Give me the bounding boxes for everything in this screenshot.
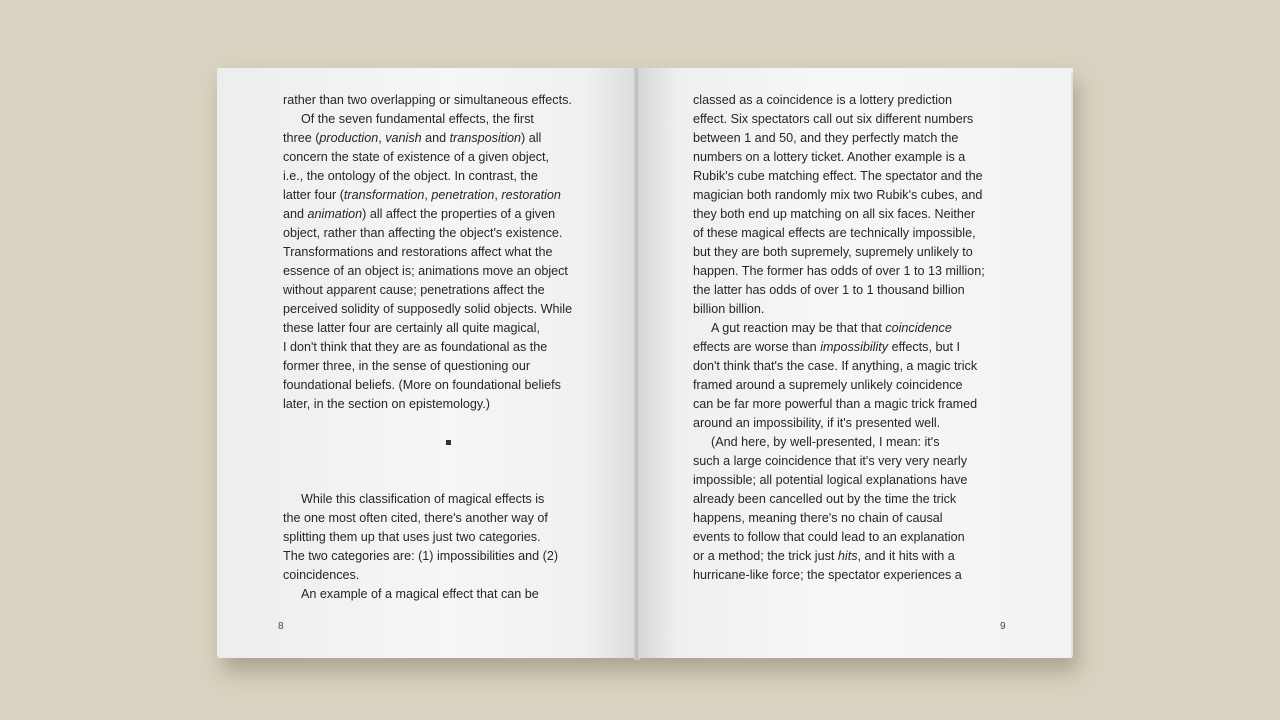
text-line: later, in the section on epistemology.) xyxy=(283,397,490,411)
text-line: essence of an object is; animations move an object xyxy=(283,264,568,278)
text-line: these latter four are certainly all quite magical, xyxy=(283,321,540,335)
right-page xyxy=(638,68,1073,658)
text-line: classed as a coincidence is a lottery prediction xyxy=(693,93,953,107)
open-book xyxy=(217,68,1073,660)
text-line: framed around a supremely unlikely coincidence xyxy=(693,378,963,392)
text-line: concern the state of existence of a given object, xyxy=(283,150,550,164)
text-line: numbers on a lottery ticket. Another example is a xyxy=(693,150,966,164)
text-line: but they are both supremely, supremely unlikely to xyxy=(693,245,973,259)
text-line: splitting them up that uses just two categories. xyxy=(283,530,541,544)
text-line: latter four (transformation, penetration, restoration xyxy=(283,188,561,202)
text-line: the one most often cited, there's another way of xyxy=(283,511,548,525)
text-line: Of the seven fundamental effects, the first xyxy=(301,112,534,126)
text-line: between 1 and 50, and they perfectly match the xyxy=(693,131,959,145)
text-line: perceived solidity of supposedly solid objects. While xyxy=(283,302,573,316)
page-edges xyxy=(1071,72,1073,656)
text-line: rather than two overlapping or simultaneous effects. xyxy=(283,93,572,107)
text-line: i.e., the ontology of the object. In contrast, the xyxy=(283,169,538,183)
page-number-left: 8 xyxy=(278,621,284,632)
text-line: such a large coincidence that it's very very nearly xyxy=(693,454,968,468)
left-page xyxy=(217,68,636,658)
text-line: coincidences. xyxy=(283,568,360,582)
text-line: don't think that's the case. If anything, a magic trick xyxy=(693,359,978,373)
text-line: object, rather than affecting the object's existence. xyxy=(283,226,563,240)
text-line: without apparent cause; penetrations affect the xyxy=(283,283,545,297)
text-line: and animation) all affect the properties of a given xyxy=(283,207,556,221)
text-line: can be far more powerful than a magic trick framed xyxy=(693,397,978,411)
text-line: happens, meaning there's no chain of causal xyxy=(693,511,943,525)
text-line: Rubik's cube matching effect. The spectator and the xyxy=(693,169,983,183)
text-line: of these magical effects are technically impossible, xyxy=(693,226,976,240)
text-line: events to follow that could lead to an explanation xyxy=(693,530,965,544)
section-break-ornament xyxy=(283,433,572,452)
page-number-right: 9 xyxy=(1000,621,1006,632)
text-line: magician both randomly mix two Rubik's cubes, and xyxy=(693,188,983,202)
text-line: foundational beliefs. (More on foundational beliefs xyxy=(283,378,561,392)
text-line: effects are worse than impossibility effects, but I xyxy=(693,340,960,354)
left-page-text xyxy=(283,91,572,604)
text-line: three (production, vanish and transposition) all xyxy=(283,131,542,145)
text-line: the latter has odds of over 1 to 1 thousand billion xyxy=(693,283,965,297)
text-line: Transformations and restorations affect what the xyxy=(283,245,553,259)
text-line: former three, in the sense of questioning our xyxy=(283,359,531,373)
text-line: around an impossibility, if it's presented well. xyxy=(693,416,941,430)
square-ornament-icon xyxy=(446,440,451,445)
text-line: impossible; all potential logical explanations have xyxy=(693,473,968,487)
text-line: An example of a magical effect that can be xyxy=(301,587,539,601)
text-line: The two categories are: (1) impossibilities and (2) xyxy=(283,549,559,563)
text-line: hurricane-like force; the spectator experiences a xyxy=(693,568,962,582)
right-page-text xyxy=(693,91,985,585)
text-line: I don't think that they are as foundational as the xyxy=(283,340,548,354)
text-line: A gut reaction may be that that coincidence xyxy=(711,321,952,335)
text-line: While this classification of magical effects is xyxy=(301,492,545,506)
text-line: effect. Six spectators call out six different numbers xyxy=(693,112,974,126)
text-line: billion billion. xyxy=(693,302,765,316)
text-line: or a method; the trick just hits, and it hits with a xyxy=(693,549,955,563)
text-line: they both end up matching on all six faces. Neither xyxy=(693,207,976,221)
text-line: (And here, by well-presented, I mean: it's xyxy=(711,435,940,449)
text-line: already been cancelled out by the time the trick xyxy=(693,492,957,506)
text-line: happen. The former has odds of over 1 to 13 million; xyxy=(693,264,985,278)
